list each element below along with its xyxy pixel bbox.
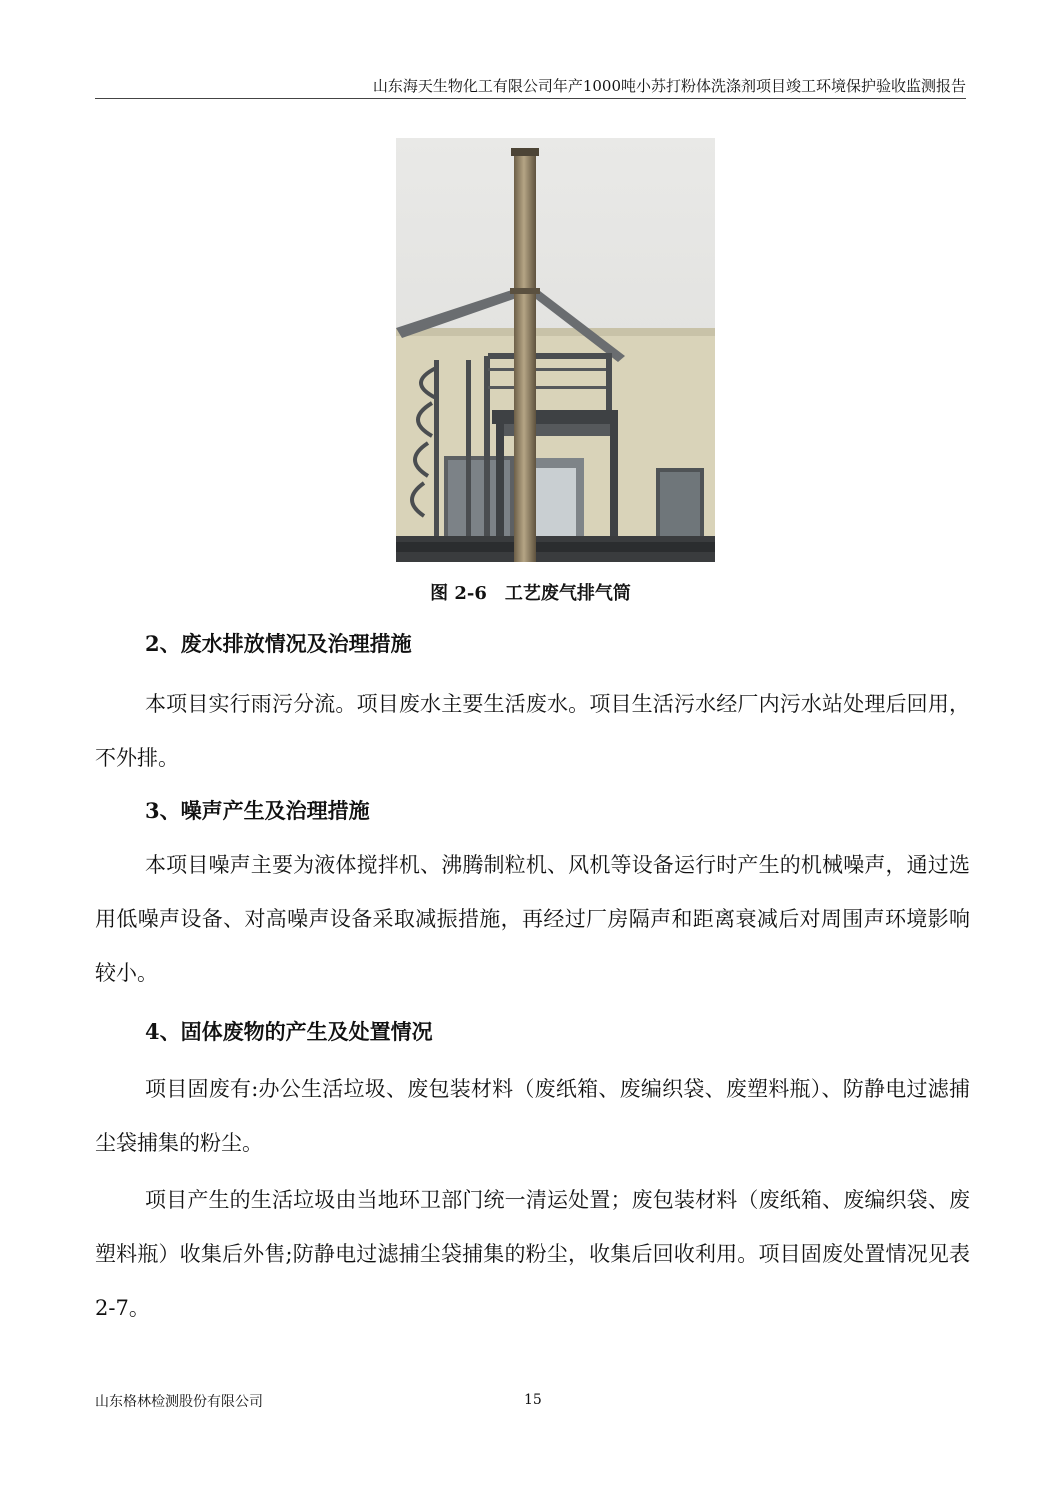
section-heading-solid-waste: 4、固体废物的产生及处置情况 [145,1019,433,1044]
figure-caption: 图 2-6 工艺废气排气筒 [430,583,631,604]
running-header [95,74,966,99]
exhaust-stack-photo [396,138,715,562]
paragraph-wastewater: 本项目实行雨污分流。项目废水主要生活废水。项目生活污水经厂内污水站处理后回用，不外排。 [95,692,970,770]
footer-company: 山东格林检测股份有限公司 [95,1394,263,1410]
paragraph-noise: 本项目噪声主要为液体搅拌机、沸腾制粒机、风机等设备运行时产生的机械噪声，通过选用低噪声设备、对高噪声设备采取减振措施，再经过厂房隔声和距离衰减后对周围声环境影响较小。 [95,853,970,985]
section-heading-noise: 3、噪声产生及治理措施 [145,798,370,823]
header-title: 山东海天生物化工有限公司年产1000吨小苏打粉体洗涤剂项目竣工环境保护验收监测报告 [372,77,966,95]
paragraph-solid-waste-types: 项目固废有:办公生活垃圾、废包装材料（废纸箱、废编织袋、废塑料瓶）、防静电过滤捕尘袋捕集的粉尘。 [95,1077,970,1155]
section-heading-wastewater: 2、废水排放情况及治理措施 [145,631,412,656]
page-number: 15 [524,1392,542,1408]
paragraph-solid-waste-disposal: 项目产生的生活垃圾由当地环卫部门统一清运处置；废包装材料（废纸箱、废编织袋、废塑料瓶）收集后外售;防静电过滤捕尘袋捕集的粉尘，收集后回收利用。项目固废处置情况见表 2-7。 [95,1188,970,1320]
